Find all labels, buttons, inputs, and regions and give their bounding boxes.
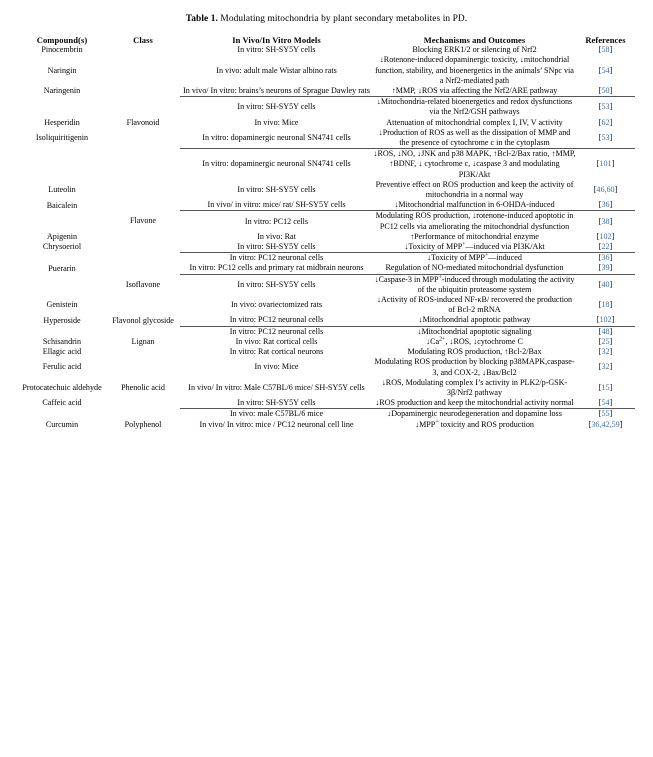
cell-mechanism: ↓Mitochondrial malfunction in 6-OHDA-induced	[394, 200, 555, 210]
reference-link[interactable]: [46,60]	[593, 184, 618, 194]
column-header-mechanisms: Mechanisms and Outcomes	[423, 35, 526, 45]
column-header-models: In Vivo/In Vitro Models	[232, 35, 321, 45]
cell-compound: Hesperidin	[44, 117, 80, 127]
cell-mechanism: ↓Dopaminergic neurodegeneration and dopamine loss	[373, 409, 576, 420]
reference-link[interactable]: [22]	[598, 242, 613, 252]
cell-mechanism: ↑MMP, ↓ROS via affecting the Nrf2/ARE pathway	[391, 86, 558, 96]
cell-class: Phenolic acid	[121, 382, 165, 392]
cell-references[interactable]	[576, 274, 635, 295]
cell-class	[106, 97, 180, 118]
reference-link[interactable]: [54]	[598, 65, 613, 75]
cell-class: Flavonoid	[126, 117, 160, 127]
table-row	[18, 347, 635, 357]
cell-compound: Naringin	[47, 65, 77, 75]
cell-class	[106, 86, 180, 97]
reference-link[interactable]: [36]	[598, 200, 613, 210]
cell-mechanism: ↓Activity of ROS-induced NF-κB/ recovered the production of Bcl-2 mRNA	[376, 295, 573, 315]
reference-link[interactable]: [32]	[598, 347, 613, 357]
reference-link[interactable]: [36,42,59]	[588, 419, 623, 429]
cell-mechanism: ↓Mitochondrial apoptotic pathway	[418, 315, 531, 325]
cell-mechanism: ↓Toxicity of MPP+—induced	[373, 253, 576, 264]
cell-references[interactable]	[576, 45, 635, 55]
cell-models: In vitro: SH-SY5Y cells	[237, 45, 316, 55]
table-row	[18, 232, 635, 242]
cell-compound: Pinocembrin	[41, 45, 83, 55]
cell-class	[106, 55, 180, 86]
cell-models: In vitro: dopaminergic neuronal SN4741 cells	[202, 132, 351, 142]
reference-link[interactable]: [25]	[598, 336, 613, 346]
cell-class	[106, 398, 180, 409]
cell-references[interactable]	[576, 128, 635, 149]
cell-models: In vivo: ovariectomized rats	[230, 300, 323, 310]
cell-class	[106, 180, 180, 200]
cell-mechanism: ↓ROS, Modulating complex I’s activity in PLK2/p-GSK-3β/Nrf2 pathway	[381, 377, 568, 397]
table-row	[18, 55, 635, 86]
cell-models: In vitro: PC12 cells	[180, 211, 373, 232]
cell-mechanism: ↓Mitochondrial apoptotic signaling	[373, 326, 576, 337]
reference-link[interactable]: [102]	[596, 231, 615, 241]
cell-mechanism: ↓Toxicity of MPP+—induced via PI3K/Akt	[404, 241, 545, 252]
cell-compound	[18, 97, 106, 118]
cell-compound: Apigenin	[46, 231, 78, 241]
cell-models: In vitro: SH-SY5Y cells	[180, 97, 373, 118]
cell-models: In vivo: Rat	[257, 231, 296, 241]
reference-link[interactable]: [53]	[598, 102, 613, 112]
reference-link[interactable]: [40]	[598, 279, 613, 289]
cell-references[interactable]	[576, 118, 635, 128]
cell-compound: Ellagic acid	[42, 347, 82, 357]
table-row	[18, 337, 635, 347]
cell-references[interactable]	[576, 398, 635, 409]
table-row	[18, 45, 635, 55]
cell-models: In vitro: SH-SY5Y cells	[237, 398, 316, 408]
reference-link[interactable]: [38]	[598, 216, 613, 226]
cell-compound: Naringenin	[43, 86, 81, 96]
table-row	[18, 211, 635, 232]
cell-references[interactable]	[576, 337, 635, 347]
cell-class	[106, 357, 180, 377]
cell-references[interactable]	[576, 420, 635, 430]
cell-references[interactable]	[576, 409, 635, 420]
cell-references[interactable]	[576, 357, 635, 377]
cell-models: In vivo/ in vitro: mice/ rat/ SH-SY5Y cells	[207, 200, 346, 210]
reference-link[interactable]: [15]	[598, 382, 613, 392]
cell-mechanism: ↓Mitochondria-related bioenergetics and redox dysfunctions via the Nrf2/GSH pathways	[373, 97, 576, 118]
cell-compound: Baicalein	[46, 200, 78, 210]
cell-compound	[18, 409, 106, 420]
cell-models: In vitro: SH-SY5Y cells	[237, 184, 316, 194]
cell-class	[106, 409, 180, 420]
cell-compound: Ferulic acid	[42, 362, 82, 372]
table-row	[18, 274, 635, 295]
cell-references[interactable]	[576, 200, 635, 211]
cell-compound: Protocatechuic aldehyde	[22, 382, 102, 392]
reference-link[interactable]: [39]	[598, 263, 613, 273]
cell-compound: Schisandrin	[42, 336, 82, 346]
cell-references[interactable]	[576, 55, 635, 86]
reference-link[interactable]: [62]	[598, 117, 613, 127]
cell-class	[106, 200, 180, 211]
table-row	[18, 200, 635, 211]
reference-link[interactable]: [18]	[598, 300, 613, 310]
table-caption-text: Modulating mitochondria by plant secondary metabolites in PD.	[220, 14, 468, 24]
table-row	[18, 118, 635, 128]
reference-link[interactable]: [55]	[598, 409, 613, 419]
cell-references[interactable]	[576, 211, 635, 232]
cell-models: In vivo: adult male Wistar albino rats	[216, 65, 337, 75]
cell-references[interactable]	[576, 86, 635, 97]
column-header-references: References	[585, 35, 626, 45]
table-row	[18, 378, 635, 398]
cell-class	[106, 347, 180, 357]
reference-link[interactable]: [53]	[598, 132, 613, 142]
cell-models: In vitro: PC12 neuronal cells	[180, 253, 373, 264]
reference-link[interactable]: [32]	[598, 362, 613, 372]
cell-references[interactable]	[576, 232, 635, 242]
cell-references[interactable]	[576, 149, 635, 180]
cell-references[interactable]	[576, 242, 635, 253]
cell-compound: Chrysoeriol	[42, 242, 82, 252]
reference-link[interactable]: [58]	[598, 45, 613, 55]
cell-class: Flavone	[129, 216, 157, 226]
table-row	[18, 263, 635, 274]
table-row	[18, 398, 635, 409]
cell-models: In vitro: SH-SY5Y cells	[237, 242, 316, 252]
cell-compound: Puerarin	[48, 263, 76, 273]
cell-mechanism: Regulation of NO-mediated mitochondrial dysfunction	[385, 263, 564, 273]
table-caption	[18, 0, 635, 35]
cell-class	[106, 326, 180, 337]
cell-compound: Luteolin	[48, 184, 76, 194]
table-row	[18, 128, 635, 149]
column-header-compound: Compound(s)	[36, 35, 88, 45]
table-row	[18, 409, 635, 420]
cell-class: Isoflavone	[125, 279, 161, 289]
metabolites-table	[18, 35, 635, 430]
cell-class	[106, 263, 180, 274]
reference-link[interactable]: [36]	[598, 253, 613, 263]
cell-compound: Curcumin	[45, 419, 79, 429]
reference-link[interactable]: [48]	[598, 326, 613, 336]
cell-class	[106, 45, 180, 55]
cell-class: Flavonol glycoside	[112, 315, 174, 325]
cell-compound: Hyperoside	[43, 315, 81, 325]
table-header	[18, 35, 635, 45]
cell-models: In vitro: SH-SY5Y cells	[180, 274, 373, 295]
cell-models: In vivo/ In vitro: Male C57BL/6 mice/ SH-SY5Y cells	[188, 382, 365, 392]
cell-compound	[18, 274, 106, 295]
table-row	[18, 357, 635, 377]
cell-class	[106, 253, 180, 264]
cell-compound	[18, 326, 106, 337]
cell-models: In vitro: PC12 neuronal cells	[229, 315, 324, 325]
cell-compound: Genistein	[46, 300, 78, 310]
cell-compound	[18, 211, 106, 232]
cell-compound	[18, 253, 106, 264]
table-row	[18, 180, 635, 200]
cell-references[interactable]	[576, 97, 635, 118]
cell-references[interactable]	[576, 378, 635, 398]
cell-models: In vivo: Mice	[254, 117, 299, 127]
cell-models: In vivo/ In vitro: mice / PC12 neuronal cell line	[199, 419, 354, 429]
cell-mechanism: $↓Ca^{2+}$, ↓ROS, ↓cytochrome C	[426, 336, 523, 346]
cell-mechanism: Modulating ROS production, ↑Bcl-2/Bax	[407, 347, 542, 357]
cell-mechanism: ↓ROS production and keep the mitochondrial activity normal	[375, 398, 574, 408]
cell-models: In vitro: dopaminergic neuronal SN4741 cells	[180, 149, 373, 180]
table-row	[18, 253, 635, 264]
reference-link[interactable]: [101]	[596, 159, 615, 169]
cell-references[interactable]	[576, 180, 635, 200]
reference-link[interactable]: [50]	[598, 86, 613, 96]
cell-compound	[18, 149, 106, 180]
column-header-class: Class	[133, 35, 153, 45]
cell-models: In vivo/ In vitro: brains’s neurons of Sprague Dawley rats	[183, 86, 370, 96]
reference-link[interactable]: [54]	[598, 398, 613, 408]
table-row	[18, 420, 635, 430]
cell-mechanism: ↓Caspase-3 in MPP+-induced through modulating the activity of the ubiquitin proteasome system	[374, 273, 575, 294]
cell-models: In vitro: PC12 neuronal cells	[180, 326, 373, 337]
cell-mechanism: Modulating ROS production, ↓rotenone-induced apoptotic in PC12 cells via ameliorating the mitochondrial dysfunction	[373, 211, 576, 232]
table-row	[18, 295, 635, 315]
cell-mechanism: ↓Production of ROS as well as the dissipation of MMP and the presence of cytochrome c in the cytoplasm	[378, 127, 571, 148]
cell-class	[106, 295, 180, 315]
cell-class	[106, 149, 180, 180]
cell-models: In vivo: Mice	[254, 362, 299, 372]
cell-mechanism: ↑Performance of mitochondrial enzyme	[410, 231, 539, 241]
table-row	[18, 86, 635, 97]
cell-class	[106, 128, 180, 149]
table-caption-label: Table 1.	[185, 14, 218, 24]
table-row	[18, 149, 635, 180]
cell-models: In vivo: Rat cortical cells	[235, 336, 318, 346]
cell-models: In vitro: Rat cortical neurons	[229, 347, 324, 357]
table-row	[18, 242, 635, 253]
cell-references[interactable]	[576, 326, 635, 337]
cell-mechanism: ↓MPP+ toxicity and ROS production	[415, 418, 534, 429]
cell-mechanism: ↓Rotenone-induced dopaminergic toxicity, ↓mitochondrial function, stability, and bioenergetics in the animals’ SNpc via a Nrf2-mediated path	[375, 55, 574, 85]
cell-mechanism: Modulating ROS production by blocking p38MAPK,caspase-3, and COX-2, ↓Bax/Bcl2	[374, 357, 575, 377]
cell-mechanism: ↓ROS, ↓NO, ↓JNK and p38 MAPK, ↑Bcl-2/Bax ratio, ↑MMP, ↑BDNF, ↓ cytochrome c, ↓caspase 3 and modulating PI3K/Akt	[373, 149, 576, 179]
table-row	[18, 326, 635, 337]
cell-compound: Isoliquiritigenin	[35, 133, 89, 143]
table-row	[18, 315, 635, 326]
cell-class	[106, 242, 180, 253]
table-body	[18, 45, 635, 430]
cell-class: Polyphenol	[124, 419, 162, 429]
cell-references[interactable]	[576, 263, 635, 274]
cell-models: In vitro: PC12 cells and primary rat midbrain neurons	[189, 263, 364, 273]
cell-mechanism: Attenuation of mitochondrial complex I, IV, V activity	[386, 117, 563, 127]
cell-mechanism: Preventive effect on ROS production and keep the activity of mitochondria in a normal way	[375, 179, 574, 200]
cell-references[interactable]	[576, 253, 635, 264]
cell-references[interactable]	[576, 295, 635, 315]
table-row	[18, 97, 635, 118]
reference-link[interactable]: [102]	[596, 315, 615, 325]
cell-models: In vivo: male C57BL/6 mice	[180, 409, 373, 420]
cell-class: Lignan	[131, 336, 155, 346]
cell-references[interactable]	[576, 347, 635, 357]
cell-references[interactable]	[576, 315, 635, 326]
table-header-row	[18, 35, 635, 45]
cell-mechanism: Blocking ERK1/2 or silencing of Nrf2	[412, 45, 537, 55]
cell-compound: Caffeic acid	[42, 398, 82, 408]
cell-class	[106, 232, 180, 242]
